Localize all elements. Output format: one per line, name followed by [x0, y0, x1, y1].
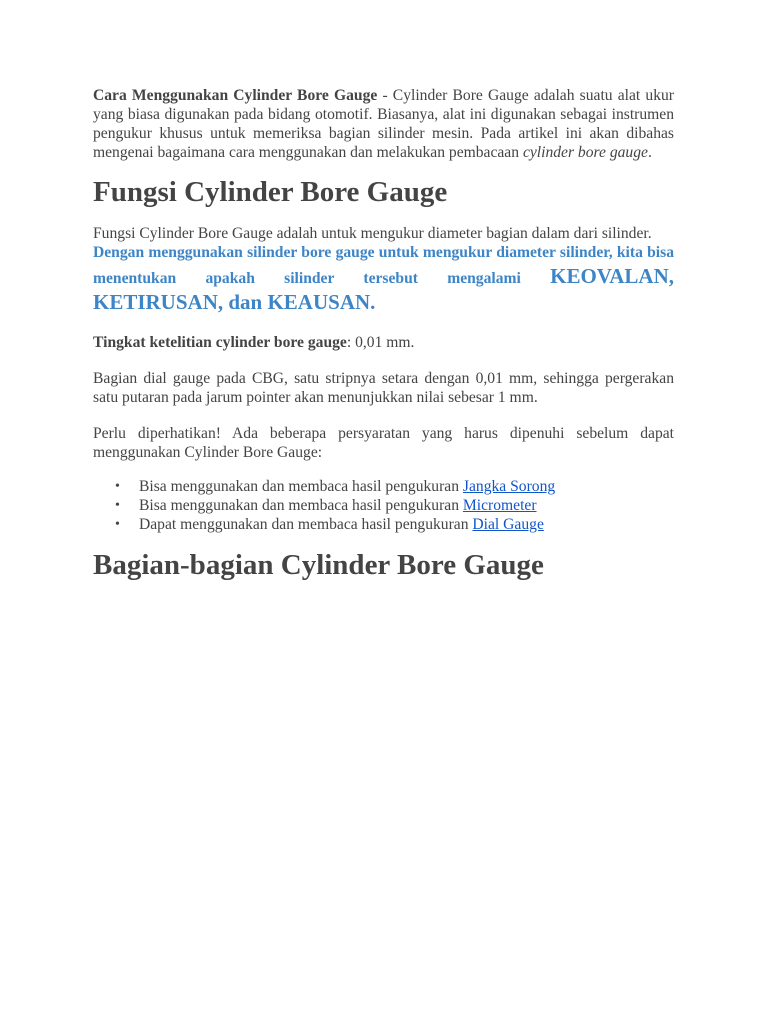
list-item: [93, 496, 674, 515]
link-jangka-sorong[interactable]: Jangka Sorong: [462, 478, 556, 495]
highlight-paragraph: [93, 243, 674, 315]
dial-paragraph: Bagian dial gauge pada CBG, satu stripnya setara dengan 0,01 mm, sehingga pergerakan satu putaran pada jarum pointer akan menunjukkan nilai sebesar 1 mm.: [93, 370, 674, 406]
accuracy-paragraph: [93, 333, 674, 352]
intro-italic-term: cylinder bore gauge: [522, 144, 648, 161]
bullet-icon: •: [115, 498, 120, 513]
highlight-text: Dengan menggunakan silinder bore gauge untuk mengukur diameter silinder, kita bisa menentukan apakah silinder tersebut mengalami: [93, 244, 674, 287]
link-dial-gauge[interactable]: Dial Gauge: [472, 516, 544, 533]
intro-text: - Cylinder Bore Gauge adalah suatu alat ukur yang biasa digunakan pada bidang otomotif. Biasanya, alat ini digunakan sebagai instrumen pengukur khusus untuk memeriksa bagian silinder mesin. Pada artikel ini akan dibahas mengenai bagaimana cara menggunakan dan melakukan pembacaan: [93, 87, 674, 161]
list-item-text: Bisa menggunakan dan membaca hasil pengukuran: [139, 478, 463, 495]
fungsi-paragraph: Fungsi Cylinder Bore Gauge adalah untuk mengukur diameter bagian dalam dari silinder.: [93, 225, 652, 242]
link-micrometer[interactable]: Micrometer: [462, 497, 537, 514]
heading-bagian: Bagian-bagian Cylinder Bore Gauge: [93, 549, 544, 581]
intro-title: Cara Menggunakan Cylinder Bore Gauge: [93, 87, 378, 104]
bullet-icon: •: [115, 517, 120, 532]
accuracy-label: Tingkat ketelitian cylinder bore gauge: [93, 334, 347, 351]
list-item: [93, 515, 674, 534]
heading-fungsi: Fungsi Cylinder Bore Gauge: [93, 176, 448, 208]
requirements-list: [93, 477, 674, 534]
accuracy-value: : 0,01 mm.: [346, 334, 415, 351]
bullet-icon: •: [115, 479, 120, 494]
highlight-big-text: KEOVALAN, KETIRUSAN, dan KEAUSAN.: [93, 264, 674, 314]
document-content: [93, 86, 674, 583]
intro-paragraph: [93, 86, 674, 162]
list-item: [93, 477, 674, 496]
list-item-text: Dapat menggunakan dan membaca hasil pengukuran: [139, 516, 473, 533]
list-item-text: Bisa menggunakan dan membaca hasil pengukuran: [139, 497, 463, 514]
intro-end: .: [647, 144, 652, 161]
requirements-intro: Perlu diperhatikan! Ada beberapa persyaratan yang harus dipenuhi sebelum dapat menggunakan Cylinder Bore Gauge:: [93, 425, 674, 461]
